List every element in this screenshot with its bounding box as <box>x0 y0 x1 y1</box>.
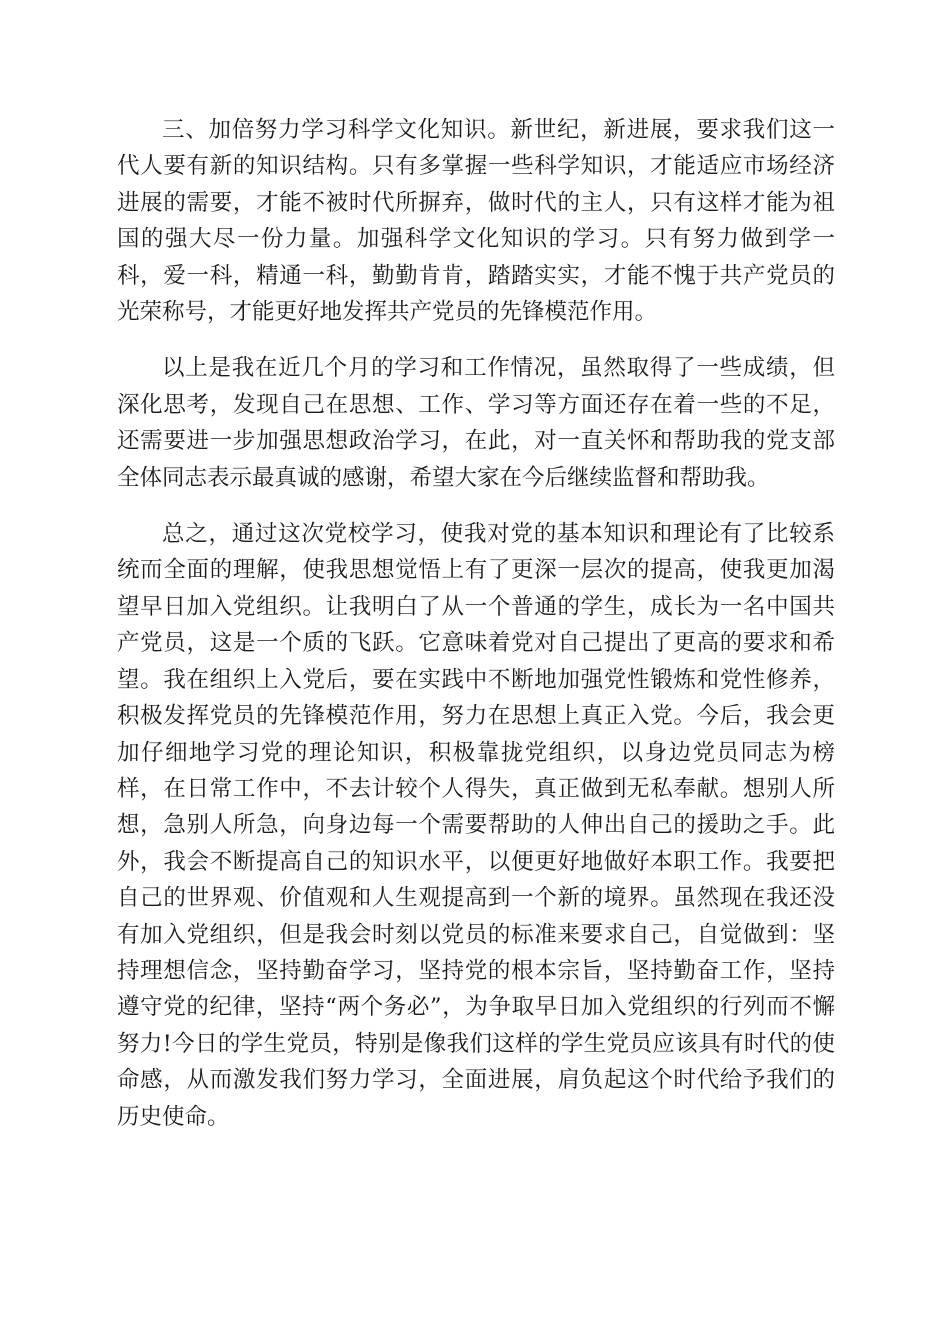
paragraph-conclusion: 总之，通过这次党校学习，使我对党的基本知识和理论有了比较系统而全面的理解，使我思想觉悟上有了更深一层次的提高，使我更加渴望早日加入党组织。让我明白了从一个普通的学生，成长为一名中国共产党员，这是一个质的飞跃。它意味着党对自己提出了更高的要求和希望。我在组织上入党后，要在实践中不断地加强党性锻炼和党性修养，积极发挥党员的先锋模范作用，努力在思想上真正入党。今后，我会更加仔细地学习党的理论知识，积极靠拢党组织，以身边党员同志为榜样，在日常工作中，不去计较个人得失，真正做到无私奉献。想别人所想，急别人所急，向身边每一个需要帮助的人伸出自己的援助之手。此外，我会不断提高自己的知识水平，以便更好地做好本职工作。我要把自己的世界观、价值观和人生观提高到一个新的境界。虽然现在我还没有加入党组织，但是我会时刻以党员的标准来要求自己，自觉做到：坚持理想信念，坚持勤奋学习，坚持党的根本宗旨，坚持勤奋工作，坚持遵守党的纪律，坚持“两个务必”，为争取早日加入党组织的行列而不懈努力!今日的学生党员，特别是像我们这样的学生党员应该具有时代的使命感，从而激发我们努力学习，全面进展，肩负起这个时代给予我们的历史使命。 <box>117 521 835 1130</box>
paragraph-study-knowledge: 三、加倍努力学习科学文化知识。新世纪，新进展，要求我们这一代人要有新的知识结构。只有多掌握一些科学知识，才能适应市场经济进展的需要，才能不被时代所摒弃，做时代的主人，只有这样才能为祖国的强大尽一份力量。加强科学文化知识的学习。只有努力做到学一科，爱一科，精通一科，勤勤肯肯，踏踏实实，才能不愧于共产党员的光荣称号，才能更好地发挥共产党员的先锋模范作用。 <box>117 117 835 326</box>
paragraph-summary-work: 以上是我在近几个月的学习和工作情况，虽然取得了一些成绩，但深化思考，发现自己在思想、工作、学习等方面还存在着一些的不足，还需要进一步加强思想政治学习，在此，对一直关怀和帮助我的党支部全体同志表示最真诚的感谢，希望大家在今后继续监督和帮助我。 <box>117 355 835 491</box>
document-body <box>117 112 835 1155</box>
